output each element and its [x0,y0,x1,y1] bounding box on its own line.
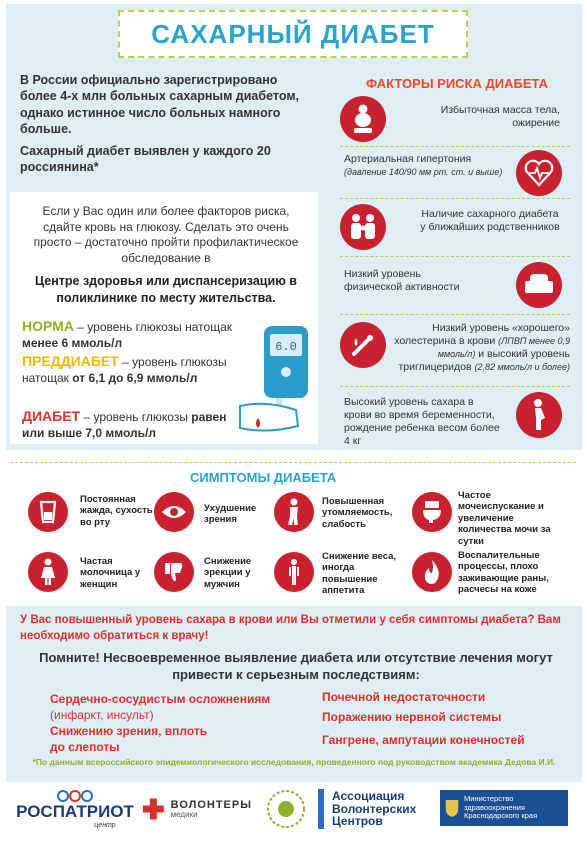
heart-pressure-icon [516,150,562,196]
title-box [118,10,468,58]
intro-paragraph-2: Сахарный диабет выявлен у каждого 20 россиянина* [20,144,271,175]
symptoms-title: СИМПТОМЫ ДИАБЕТА [190,470,337,485]
thin-person-icon [274,552,314,592]
consequence-5: Гангрене, ампутации конечностей [322,733,525,747]
advice-text: Если у Вас один или более факторов риска, сдайте кровь на глюкозу. Сделать это очень просто – достаточно пройти профилактическое обследование в [33,204,299,265]
ministry-line-2: Краснодарского края [464,811,538,821]
consequence-4: Поражению нервной системы [322,710,502,724]
symptom-1-text: Постоянная жажда, сухость во рту [80,494,153,528]
risk-item-2-text: Артериальная гипертония [344,153,472,165]
level-norm-value: менее 6 ммоль/л [22,335,123,350]
intro-text [20,72,316,182]
ministry-line-1: Министерство здравоохранения [464,794,525,812]
cholesterol-icon [340,322,386,368]
symptom-7-text: Снижение веса, иногда повышение аппетита [322,551,397,597]
scale-person-icon [340,96,386,142]
symptom-5-text: Частая молочница у женщин [80,556,141,590]
consequence-2: Снижению зрения, вплоть до слепоты [50,724,208,754]
risk-item-2 [344,153,504,179]
footnote: *По данным всероссийского эпидемиологического исследования, проведенного под руководством академика Дедова И.И. [32,757,556,767]
consequence-3: Почечной недостаточности [322,690,486,704]
symptom-3-text: Повышенная утомляемость, слабость [322,496,393,530]
risk-item-2-note: (давление 140/90 мм рт. ст. и выше) [344,167,503,178]
eye-icon [154,492,194,532]
tired-person-icon [274,492,314,532]
consequence-1-text: Сердечно-сосудистым осложнениям [50,692,271,706]
assoc-line-1: Ассоциация [332,789,405,804]
rospatriot-circles-icon [55,790,95,802]
fire-icon [412,552,452,592]
red-cross-heart-icon [142,796,165,822]
association-bar-icon [318,789,328,829]
level-pre-text: – уровень глюкозы натощак [22,355,227,385]
level-pre-value: от 6,1 до 6,9 ммоль/л [72,370,198,385]
pregnant-woman-icon [516,392,562,438]
glucometer-display: 6.0 [275,340,297,354]
risk-item-3-text: Наличие сахарного диабета у ближайших родственников [420,208,560,234]
risk-item-5-text: Низкий уровень «хорошего» холестерина в крови [394,322,570,348]
level-pre-key: ПРЕДДИАБЕТ [22,353,119,369]
glucometer-icon [236,324,314,434]
divider [10,462,576,463]
thumbs-down-icon [154,552,194,592]
alert-text: У Вас повышенный уровень сахара в крови или Вы отметили у себя симптомы диабета? Вам необходимо обратиться к врачу! [20,614,561,642]
divider [340,146,570,147]
divider [340,314,570,315]
level-dia-value: равен или выше 7,0 ммоль/л [22,410,227,440]
risk-item-5-note2: (2,82 ммоль/л и более) [474,362,570,373]
divider [340,386,570,387]
symptom-2-text: Ухудшение зрения [204,503,257,526]
partner-logos [0,784,587,840]
divider [340,198,570,199]
assoc-line-3: Центров [332,814,383,829]
woman-icon [28,552,68,592]
ministry-logo [440,790,568,826]
toilet-icon [412,492,452,532]
rospatriot-logo [16,784,134,834]
assoc-line-2: Волонтерских [332,801,417,816]
risk-item-6-text: Высокий уровень сахара в крови во время беременности, рождение ребенка весом более 4 кг [344,396,500,448]
intro-paragraph-1: В России официально зарегистрировано более 4-х млн больных сахарным диабетом, однако истинное число больных намного больше. [20,73,300,136]
level-dia-text: – уровень глюкозы [80,410,192,424]
risk-factors-title: ФАКТОРЫ РИСКА ДИАБЕТА [366,76,549,91]
remember-text: Помните! Несвоевременное выявление диабета или отсутствие лечения могут привести к серьезным последствиям: [39,650,553,682]
risk-item-5-note: (ЛПВП менее 0,9 ммоль/л) [437,336,570,360]
volunteers-name: ВОЛОНТЕРЫ [170,798,252,811]
risk-item-5-text2: и высокий уровень триглицеридов [398,348,570,374]
page-title: САХАРНЫЙ ДИАБЕТ [151,18,435,49]
glass-icon [28,492,68,532]
consequence-1-note: (инфаркт, инсульт) [50,707,154,722]
consequence-1 [50,692,310,723]
association-logo [318,784,438,834]
level-diabetes [22,407,232,441]
advice-strong-text: Центре здоровья или диспансеризацию в поликлинике по месту жительства. [35,274,297,305]
risk-item-4-text: Низкий уровень физической активности [344,268,460,294]
symptom-4-text: Частое мочеиспускание и увеличение количества мочи за сутки [458,490,551,547]
armchair-icon [516,262,562,308]
level-norm-key: НОРМА [22,318,74,334]
level-prediabetes [22,352,242,386]
health-ring-logo [262,784,310,834]
volunteers-sub: медики [170,809,198,819]
emblem-icon [444,797,460,819]
symptom-6-text: Снижение эрекции у мужчин [204,556,252,590]
rospatriot-sub: центр [94,821,116,829]
family-icon [340,204,386,250]
risk-item-5 [394,322,570,375]
risk-item-1-text: Избыточная масса тела, ожирение [440,104,560,130]
rospatriot-name: РОСПАТРИОТ [16,801,134,821]
symptom-8-text: Воспалительные процессы, плохо заживающие раны, расчесы на коже [458,550,549,596]
level-norm-text: – уровень глюкозы натощак [73,320,232,334]
level-dia-key: ДИАБЕТ [22,408,81,424]
volunteers-medics-logo [142,784,252,834]
divider [340,256,570,257]
level-norm [22,317,242,351]
